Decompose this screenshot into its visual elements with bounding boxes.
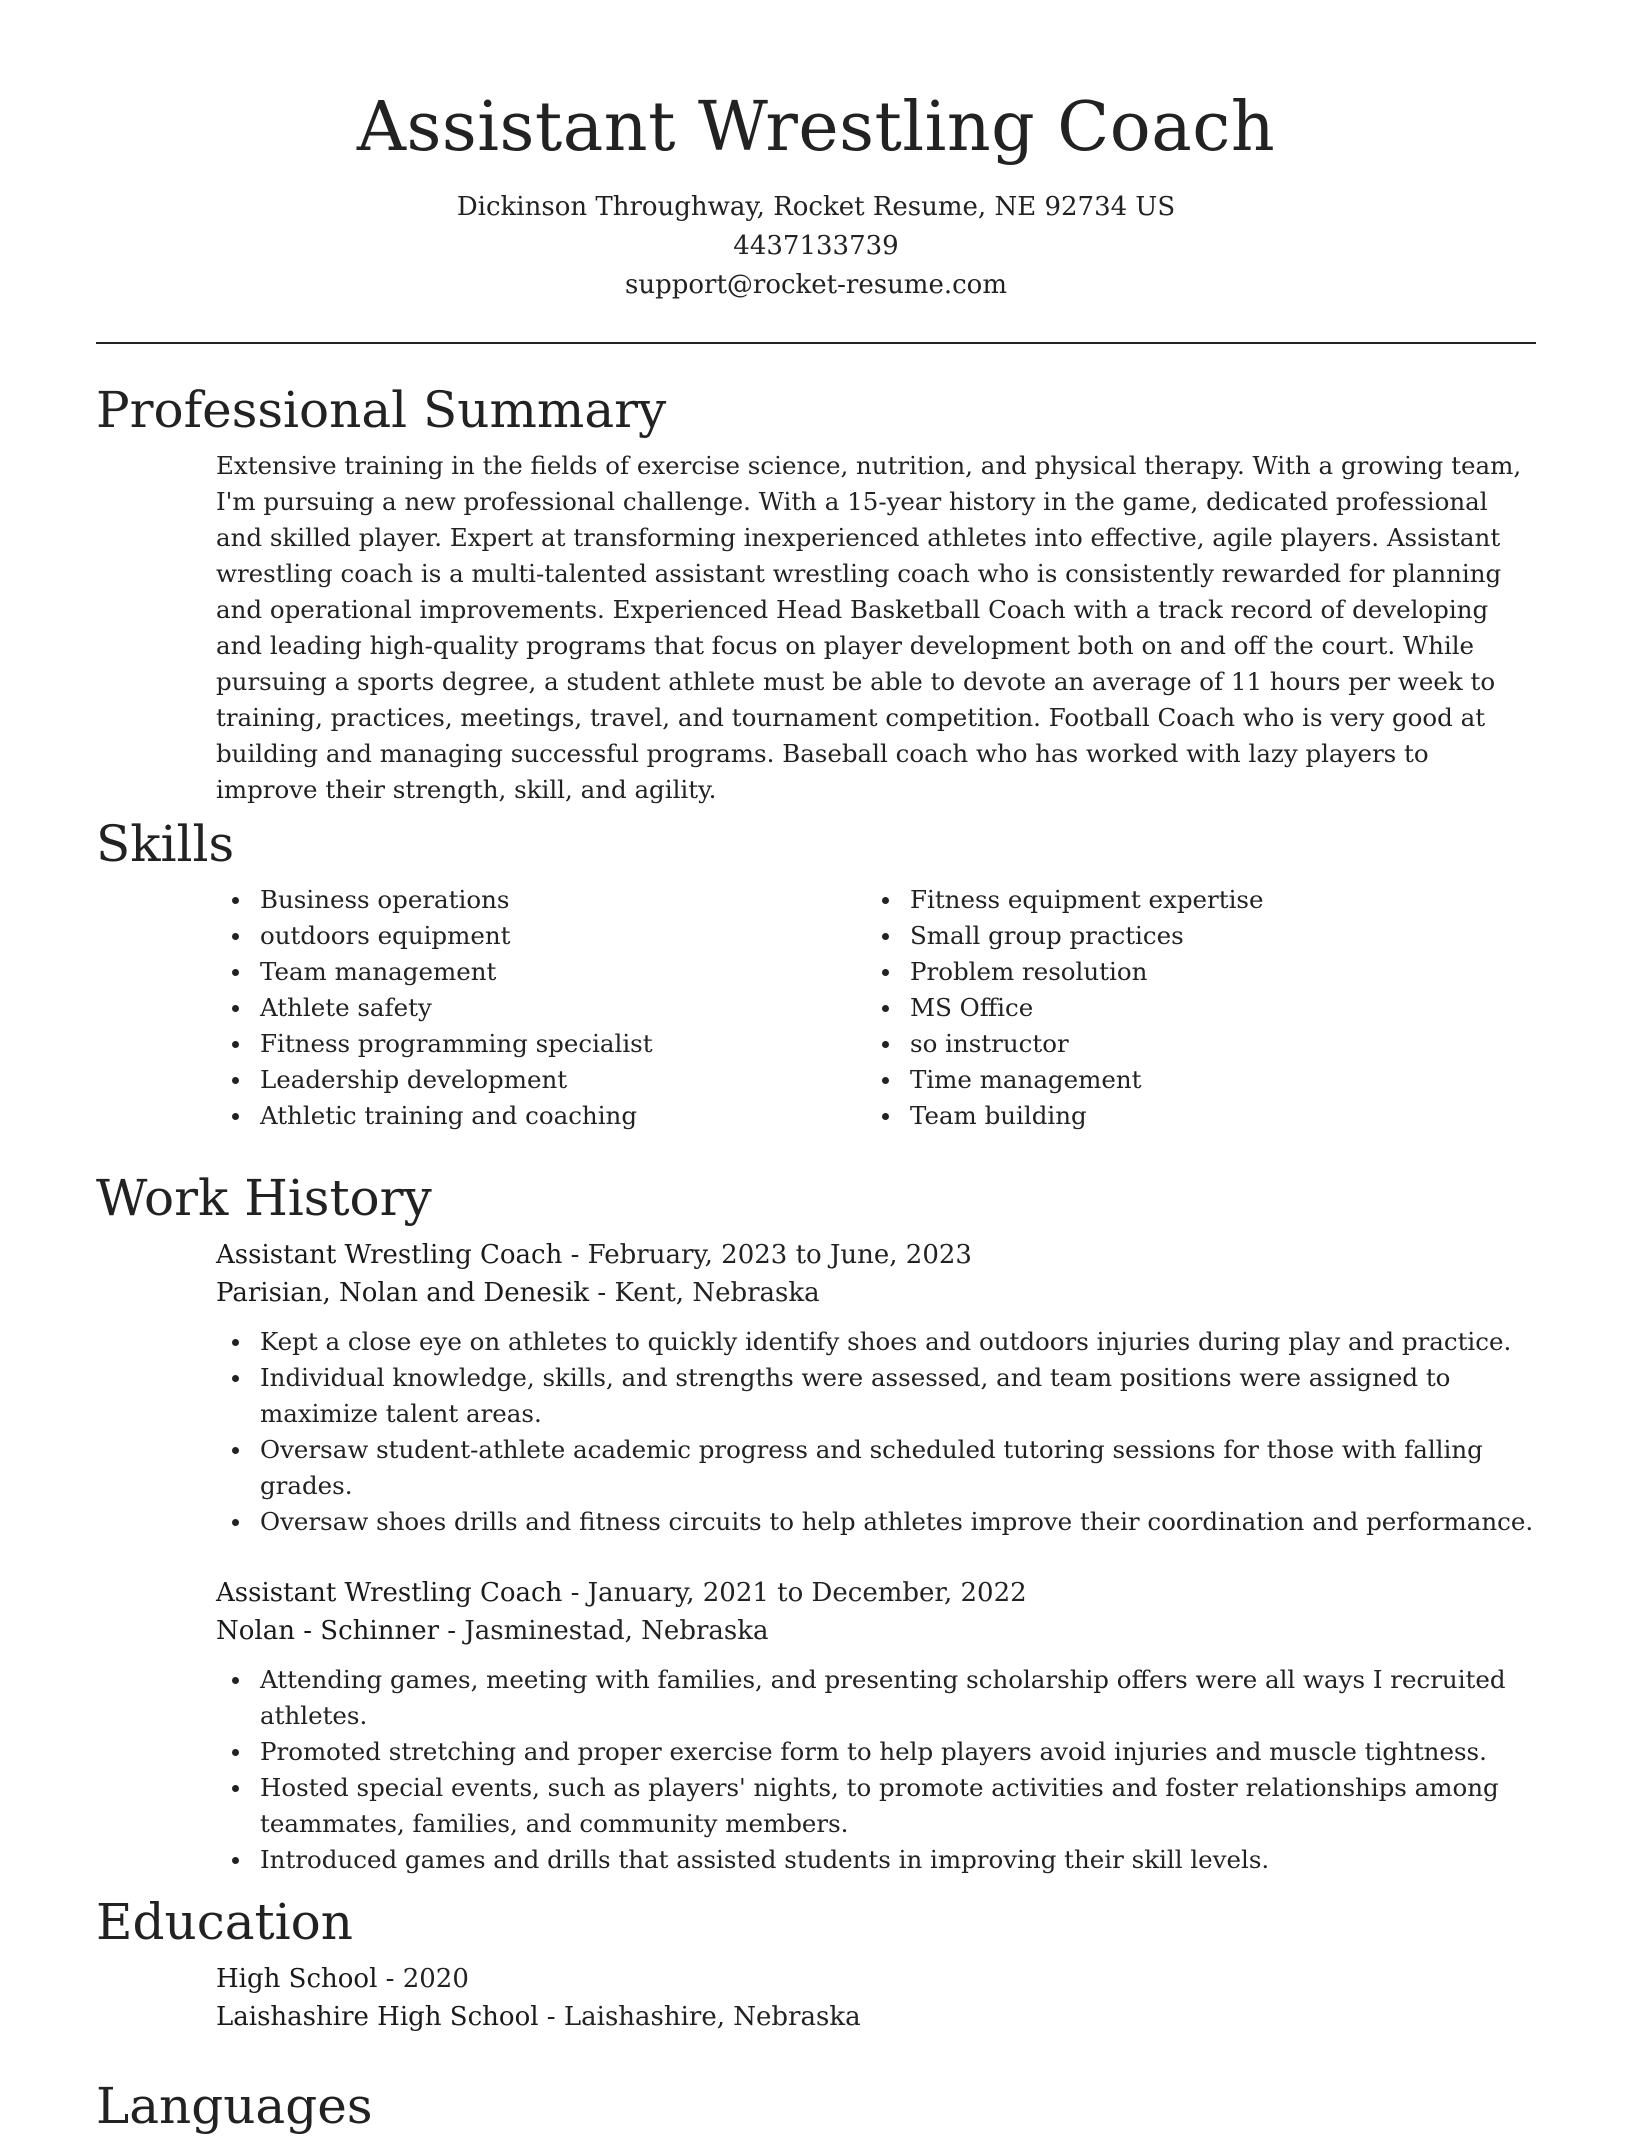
skill-item: Time management [866,1062,1516,1098]
job-company-line [216,1612,1536,1650]
summary-section [96,378,1536,808]
job-dates: - February, 2023 to June, 2023 [562,1240,972,1270]
contact-block [0,188,1632,305]
education-location: - Laishashire, Nebraska [538,2002,861,2032]
job-duties [216,1324,1536,1540]
summary-heading: Professional Summary [96,381,667,439]
skill-item: Leadership development [216,1062,866,1098]
job-title-line [216,1236,1536,1274]
contact-address: Dickinson Throughway, Rocket Resume, NE 92734 US [456,192,1176,222]
education-section [96,1890,1536,2036]
languages-heading: Languages [96,2077,373,2135]
skill-item: Fitness programming specialist [216,1026,866,1062]
job-duties [216,1662,1536,1878]
education-degree: High School [216,1964,378,1994]
duty-item: Promoted stretching and proper exercise form to help players avoid injuries and muscle tightness. [216,1734,1536,1770]
skills-column-right [866,882,1516,1134]
duty-item: Introduced games and drills that assisted students in improving their skill levels. [216,1842,1536,1878]
job-dates: - January, 2021 to December, 2022 [562,1578,1027,1608]
education-heading: Education [96,1893,353,1951]
skill-item: outdoors equipment [216,918,866,954]
skill-item: Small group practices [866,918,1516,954]
skills-column-left [216,882,866,1134]
job-entry [216,1236,1536,1540]
job-company-line [216,1274,1536,1312]
resume-header [0,0,1632,305]
duty-item: Oversaw student-athlete academic progress and scheduled tutoring sessions for those with falling grades. [216,1432,1536,1504]
job-role: Assistant Wrestling Coach [216,1578,563,1608]
skill-item: Fitness equipment expertise [866,882,1516,918]
job-title-line [216,1574,1536,1612]
skill-item: Team management [216,954,866,990]
contact-email: support@rocket-resume.com [624,270,1007,300]
candidate-name: Assistant Wrestling Coach [356,88,1276,167]
contact-phone: 4437133739 [733,231,899,261]
education-school: Laishashire High School [216,2002,539,2032]
duty-item: Hosted special events, such as players' nights, to promote activities and foster relationships among teammates, families, and community members. [216,1770,1536,1842]
work-history-heading: Work History [96,1169,432,1227]
skill-item: Problem resolution [866,954,1516,990]
header-divider [96,342,1536,344]
skill-item: so instructor [866,1026,1516,1062]
summary-text: Extensive training in the fields of exercise science, nutrition, and physical therapy. With a growing team, I'm pursuing a new professional challenge. With a 15-year history in the game, dedicated professional and skilled player. Expert at transforming inexperienced athletes into effective, agile players. Assistant wrestling coach is a multi-talented assistant wrestling coach who is consistently rewarded for planning and operational improvements. Experienced Head Basketball Coach with a track record of developing and leading high-quality programs that focus on player development both on and off the court. While pursuing a sports degree, a student athlete must be able to devote an average of 11 hours per week to training, practices, meetings, travel, and tournament competition. Football Coach who is very good at building and managing successful programs. Baseball coach who has worked with lazy players to improve their strength, skill, and agility. [216,451,1522,804]
education-degree-line [216,1960,1536,1998]
skill-item: Business operations [216,882,866,918]
skills-section [96,812,1536,1134]
job-company: Nolan - Schinner [216,1616,440,1646]
job-location: - Kent, Nebraska [589,1278,820,1308]
duty-item: Individual knowledge, skills, and strengths were assessed, and team positions were assigned to maximize talent areas. [216,1360,1536,1432]
duty-item: Kept a close eye on athletes to quickly identify shoes and outdoors injuries during play and practice. [216,1324,1536,1360]
duty-item: Oversaw shoes drills and fitness circuits to help athletes improve their coordination and performance. [216,1504,1536,1540]
education-year: - 2020 [377,1964,469,1994]
skills-heading: Skills [96,815,235,873]
skill-item: Athletic training and coaching [216,1098,866,1134]
skill-item: Team building [866,1098,1516,1134]
skill-item: MS Office [866,990,1516,1026]
duty-item: Attending games, meeting with families, and presenting scholarship offers were all ways I recruited athletes. [216,1662,1536,1734]
education-school-line [216,1998,1536,2036]
skills-list [216,882,1536,1134]
job-location: - Jasminestad, Nebraska [439,1616,769,1646]
languages-section [96,2074,1536,2138]
job-company: Parisian, Nolan and Denesik [216,1278,590,1308]
work-history-section [96,1166,1536,1878]
job-entry [216,1574,1536,1878]
skill-item: Athlete safety [216,990,866,1026]
job-role: Assistant Wrestling Coach [216,1240,563,1270]
